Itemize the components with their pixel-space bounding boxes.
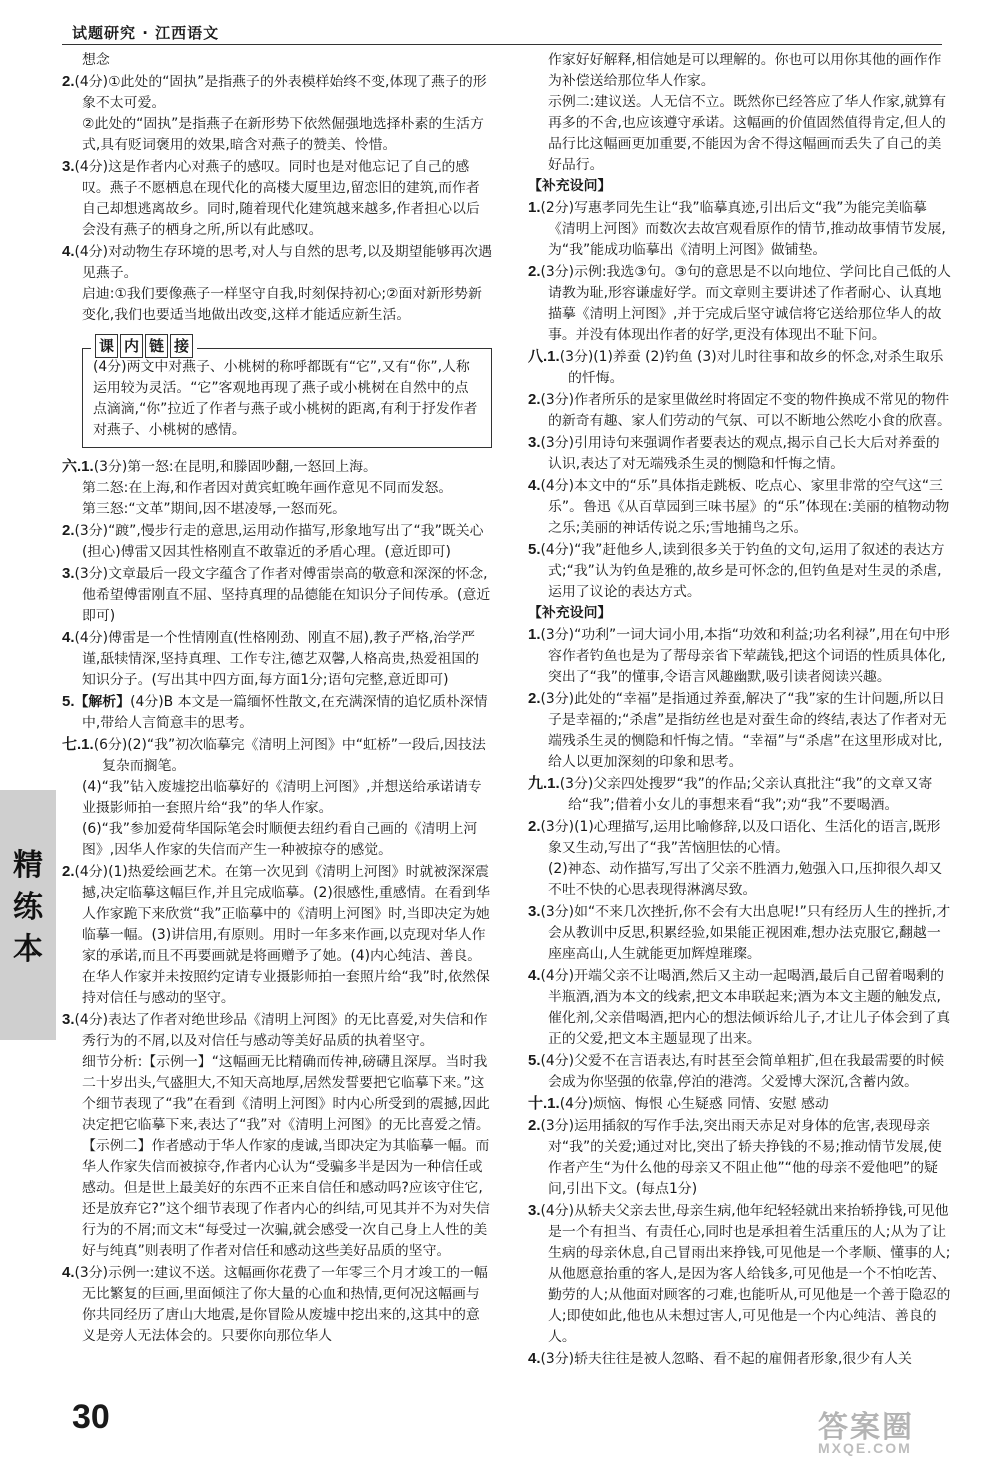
question-number: 4.: [62, 243, 75, 260]
question-number: 5.: [62, 693, 75, 710]
answer-text: (3分)示例一:建议不送。这幅画你花费了一年零三个月才竣工的一幅无比繁复的巨画,里面倾注了你大量的心血和热情,更何况这幅画与你共同经历了唐山大地震,是你冒险从废墟中挖出来的,这其中的意义是旁人无法体会的。只要你向那位华人: [74, 1265, 488, 1344]
answer-line: [62, 819, 492, 861]
answer-text: (4分)对动物生存环境的思考,对人与自然的思考,以及期望能够再次遇见燕子。: [74, 244, 492, 281]
answer-line: [528, 688, 952, 773]
answer-text: (3分)此处的“幸福”是指通过养蚕,解决了“我”家的生计问题,所以日子是幸福的;“杀虐”是指纺丝也是对蚕生命的终结,表达了作者对无端残杀生灵的恻隐和忏悔之情。“幸福”与“杀虐”在这里形成对比,给人以更加深刻的印象和思考。: [540, 691, 947, 770]
answer-text: (3分)“踱”,慢步行走的意思,运用动作描写,形象地写出了“我”既关心(担心)傅雷又因其性格刚直不敢靠近的矛盾心理。(意近即可): [74, 523, 484, 560]
answer-line: [528, 176, 952, 197]
answer-line: [62, 284, 492, 326]
answer-line: [62, 71, 492, 114]
answer-text: (4)“我”钻入废墟挖出临摹好的《清明上河图》,并想送给承诺请专业摄影师拍一套照片给“我”的华人作家。: [82, 779, 482, 816]
watermark-logo: [818, 1402, 988, 1454]
answer-text: (3分)作者所乐的是家里做丝时将固定不变的物件换成不常见的物件的新奇有趣、家人们劳动的气氛、可以不断地公然吃小食的欣喜。: [540, 392, 951, 429]
question-number: 1.: [528, 626, 541, 643]
question-number: 3.: [62, 1011, 75, 1028]
box-title-char: 课: [95, 334, 118, 358]
question-number: 4.: [528, 967, 541, 984]
question-number: 4.: [528, 1350, 541, 1367]
question-number: 3.: [62, 158, 75, 175]
answer-line: [62, 114, 492, 156]
answer-text: 【示例二】作者感动于华人作家的虔诚,当即决定为其临摹一幅。而华人作家失信而被掠夺,作者内心认为“受骗多半是因为一种信任或感动。但是世上最美好的东西不正来自信任和感动吗?应该守住它,还是放弃它?”这个细节表现了作者内心的纠结,可见其并不为对失信行为的不屑;而文末“每受过一次骗,就会感受一次自己身上人性的美好与纯真”则表明了作者对信任和感动这些美好品质的坚守。: [82, 1138, 490, 1259]
watermark-bottom: MXQE.COM: [818, 1440, 912, 1456]
watermark-top: 答案圈: [818, 1411, 914, 1444]
answer-text: (6)“我”参加爱荷华国际笔会时顺便去纽约看自己画的《清明上河图》,因华人作家的失信而产生一种被掠夺的感觉。: [82, 821, 478, 858]
answer-line: [528, 389, 952, 432]
question-number: 3.: [528, 1202, 541, 1219]
question-number: 4.: [62, 1264, 75, 1281]
left-column: [62, 50, 492, 1347]
answer-line: [62, 241, 492, 284]
answer-line: [528, 624, 952, 688]
question-number: 4.: [62, 629, 75, 646]
answer-text: (3分)第一怒:在昆明,和滕固吵翻,一怒回上海。: [93, 459, 377, 475]
question-number: 5.: [528, 541, 541, 558]
answer-text: (4分)傅雷是一个性情刚直(性格刚劲、刚直不屈),教子严格,治学严谨,舐犊情深,坚持真理、工作专注,德艺双馨,人格高贵,热爱祖国的知识分子。(写出其中四方面,每方面1分;语句完整,意近即可): [74, 630, 480, 688]
answer-text: (4分)本文中的“乐”具体指走跳板、吃点心、家里非常的空气这“三乐”。鲁迅《从百草园到三味书屋》的“乐”体现在:美丽的植物动物之乐;美丽的神话传说之乐;雪地捕鸟之乐。: [540, 478, 950, 536]
answer-text: (4分)这是作者内心对燕子的感叹。同时也是对他忘记了自己的感叹。燕子不愿栖息在现代化的高楼大厦里边,留恋旧的建筑,而作者自己却想逃离故乡。同时,随着现代化建筑越来越多,作者担心以后会没有燕子的栖身之所,所以有此感叹。: [74, 159, 480, 238]
question-number: 5.: [528, 1052, 541, 1069]
question-number: 3.: [528, 903, 541, 920]
answer-line: [62, 1262, 492, 1347]
answer-line: [528, 859, 952, 901]
answer-line: [528, 1115, 952, 1200]
answer-text: ②此处的“固执”是指燕子在新形势下依然倔强地选择朴素的生活方式,具有贬词褒用的效果,暗含对燕子的赞美、怜惜。: [82, 116, 484, 153]
answer-line: [528, 773, 952, 816]
answer-text: 想念: [82, 52, 110, 68]
box-title-char: 链: [145, 334, 168, 358]
answer-text: (4分)烦恼、悔恨 心生疑惑 同情、安慰 感动: [559, 1096, 829, 1112]
in-class-link-text: (4分)两文中对燕子、小桃树的称呼都既有“它”,又有“你”,人称运用较为灵活。“它”客观地再现了燕子或小桃树在自然中的点点滴滴,“你”拉近了作者与燕子或小桃树的距离,有利于抒发作者对燕子、小桃树的感情。: [93, 359, 478, 438]
question-number: 2.: [62, 522, 75, 539]
answer-text: (4分)表达了作者对绝世珍品《清明上河图》的无比喜爱,对失信和作秀行为的不屑,以及对信任与感动等美好品质的执着坚守。: [74, 1012, 488, 1049]
answer-line: [62, 563, 492, 627]
question-number: 3.: [62, 565, 75, 582]
answer-text: 作家好好解释,相信她是可以理解的。你也可以用你其他的画作作为补偿送给那位华人作家。: [548, 52, 942, 89]
answer-line: [62, 1136, 492, 1262]
answer-line: [528, 346, 952, 389]
question-number: 八.1.: [528, 348, 560, 365]
answer-text: (3分)如“不来几次挫折,你不会有大出息呢!”只有经历人生的挫折,才会从教训中反思,积累经验,如果能正视困难,想办法克服它,翻越一座座高山,人生就能更加辉煌璀璨。: [540, 904, 951, 962]
answer-line: [62, 777, 492, 819]
answer-line: [62, 1052, 492, 1136]
answer-text: (3分)(1)养蚕 (2)钓鱼 (3)对儿时往事和故乡的怀念,对杀生取乐的忏悔。: [559, 349, 944, 386]
right-column: [528, 50, 952, 1370]
answer-line: [528, 475, 952, 539]
question-number: 2.: [62, 863, 75, 880]
answer-text: (3分)引用诗句来强调作者要表达的观点,揭示自己长大后对养蚕的认识,表达了对无端残杀生灵的恻隐和忏悔之情。: [540, 435, 940, 472]
answer-line: [62, 691, 492, 734]
answer-line: [528, 197, 952, 261]
question-number: 2.: [62, 73, 75, 90]
box-title-char: 内: [120, 334, 143, 358]
answer-text: (6分)(2)“我”初次临摹完《清明上河图》中“虹桥”一段后,因技法复杂而搁笔。: [93, 737, 486, 774]
question-number: 2.: [528, 391, 541, 408]
answer-text: (3分)文章最后一段文字蕴含了作者对傅雷崇高的敬意和深深的怀念,他希望傅雷刚直不屈、坚持真理的品德能在知识分子间传承。(意近即可): [74, 566, 491, 624]
answer-line: [528, 965, 952, 1050]
answer-line: [528, 816, 952, 859]
question-number: 1.: [528, 199, 541, 216]
answer-text: (3分)轿夫往往是被人忽略、看不起的雇佣者形象,很少有人关: [540, 1351, 912, 1367]
answer-line: [528, 261, 952, 346]
answer-line: [528, 50, 952, 92]
answer-text: (3分)“功利”一词大词小用,本指“功效和利益;功名利禄”,用在句中形容作者钓鱼也是为了帮母亲省下荤蔬钱,把这个词语的性质具体化,突出了“我”的懂事,令语言风趣幽默,吸引读者阅读兴趣。: [540, 627, 950, 685]
answer-text: (4分)“我”赶他乡人,读到很多关于钓鱼的文句,运用了叙述的表达方式;“我”认为钓鱼是雅的,故乡是可怀念的,但钓鱼是对生灵的杀虐,运用了议论的表达方式。: [540, 542, 945, 600]
answer-text: (4分)①此处的“固执”是指燕子的外表模样始终不变,体现了燕子的形象不太可爱。: [74, 74, 487, 111]
in-class-link-title: [91, 334, 197, 358]
question-number: 2.: [528, 818, 541, 835]
answer-text: (3分)示例:我选③句。③句的意思是不以向地位、学问比自己低的人请教为耻,形容谦虚好学。而文章则主要讲述了作者耐心、认真地描摹《清明上河图》,并于完成后坚守诚信将它送给那位华人的故事。并没有体现出作者的好学,更没有体现出不耻下问。: [540, 264, 951, 343]
answer-text: (3分)运用插叙的写作手法,突出雨天赤足对身体的危害,表现母亲对“我”的关爱;通过对比,突出了轿夫挣钱的不易;推动情节发展,使作者产生“为什么他的母亲又不阻止他”“他的母亲不爱他吧”的疑问,引出下文。(每点1分): [540, 1118, 942, 1197]
left-answers-part1: [62, 50, 492, 326]
question-number: 六.1.: [62, 458, 94, 475]
page-number: 30: [72, 1398, 110, 1436]
question-number: 2.: [528, 690, 541, 707]
answer-text: 第三怒:“文革”期间,因不堪凌辱,一怒而死。: [82, 501, 347, 517]
answer-text: (4分)B 本文是一篇缅怀性散文,在充满深情的追忆质朴深情中,带给人言简意丰的思考。: [82, 694, 488, 731]
answer-line: [528, 432, 952, 475]
answer-text: (3分)父亲四处搜罗“我”的作品;父亲认真批注“我”的文章又寄给“我”;借着小女儿的事想来看“我”;劝“我”不要喝酒。: [559, 776, 933, 813]
answer-line: [528, 539, 952, 603]
answer-text: (2分)写惠孝同先生让“我”临摹真迹,引出后文“我”为能完美临摹《清明上河图》而数次去故宫观看原作的情节,推动故事情节发展,为“我”能成功临摹出《清明上河图》做铺垫。: [540, 200, 946, 258]
answer-text: (4分)父爱不在言语表达,有时甚至会简单粗扩,但在我最需要的时候会成为你坚强的依靠,停泊的港湾。父爱博大深沉,含蓄内敛。: [540, 1053, 945, 1090]
sidebar-label: 精练本: [13, 848, 43, 967]
question-number: 2.: [528, 1117, 541, 1134]
header-rule: [62, 44, 942, 45]
section-tag: 【补充设问】: [528, 178, 612, 194]
answer-text: (3分)(1)心理描写,运用比喻修辞,以及口语化、生活化的语言,既形象又生动,写出了“我”苦恼胆怯的心情。: [540, 819, 941, 856]
answer-text: 启迪:①我们要像燕子一样坚守自我,时刻保持初心;②面对新形势新变化,我们也要适当地做出改变,这样才能适应新生活。: [82, 286, 482, 323]
answer-line: [62, 156, 492, 241]
question-number: 3.: [528, 434, 541, 451]
question-number: 2.: [528, 263, 541, 280]
answer-text: 第二怒:在上海,和作者因对黄宾虹晚年画作意见不同而发怒。: [82, 480, 453, 496]
section-tag: 【补充设问】: [528, 605, 612, 621]
answer-text: (4分)开端父亲不让喝酒,然后又主动一起喝酒,最后自己留着喝剩的半瓶酒,酒为本文的线索,把文本串联起来;酒为本文主题的触发点,催化剂,父亲借喝酒,把内心的想法倾诉给儿子,才让儿子体会到了真正的父爱,把文本主题显现了出来。: [540, 968, 951, 1047]
answer-line: [62, 520, 492, 563]
answer-line: [528, 1348, 952, 1370]
answer-line: [62, 627, 492, 691]
answer-line: [62, 50, 492, 71]
answer-line: [62, 1009, 492, 1052]
answer-line: [62, 478, 492, 499]
answer-text: 示例二:建议送。人无信不立。既然你已经答应了华人作家,就算有再多的不舍,也应该遵守承诺。这幅画的价值固然值得肯定,但人的品行比这幅画更加重要,不能因为舍不得这幅画而丢失了自己的美好品行。: [548, 94, 947, 173]
box-title-char: 接: [170, 334, 193, 358]
answer-line: [62, 456, 492, 478]
in-class-link-box: [82, 337, 492, 448]
right-answers: [528, 50, 952, 1370]
answer-text: (4分)(1)热爱绘画艺术。在第一次见到《清明上河图》时就被深深震撼,决定临摹这幅巨作,并且完成临摹。(2)很感性,重感情。在看到华人作家跪下来欣赏“我”正临摹中的《清明上河图》时,当即决定为她临摹一幅。(3)讲信用,有原则。用时一年多来作画,以克现对华人作家的承诺,而且不再要画就是将画赠予了她。(4)内心纯洁、善良。在华人作家并未按照约定请专业摄影师拍一套照片给“我”时,依然保持对信任与感动的坚守。: [74, 864, 490, 1006]
answer-line: [62, 499, 492, 520]
answer-line: [62, 861, 492, 1009]
question-number: 九.1.: [528, 775, 560, 792]
answer-line: [528, 1093, 952, 1115]
answer-line: [528, 1200, 952, 1348]
running-header: 试题研究 · 江西语文: [72, 24, 220, 42]
question-number: 4.: [528, 477, 541, 494]
question-number: 十.1.: [528, 1095, 560, 1112]
answer-text: (2)神态、动作描写,写出了父亲不胜酒力,勉强入口,压抑很久却又不吐不快的心思表现得淋漓尽致。: [548, 861, 943, 898]
answer-line: [528, 1050, 952, 1093]
answer-text: (4分)从轿夫父亲去世,母亲生病,他年纪轻轻就出来抬轿挣钱,可见他是一个有担当、有责任心,同时也是承担着生活重压的人;从为了让生病的母亲休息,自己冒雨出来挣钱,可见他是一个孝顺、懂事的人;从他愿意抬重的客人,是因为客人给钱多,可见他是一个不怕吃苦、勤劳的人;从他面对顾客的刁难,也能听从,可见他是一个善于隐忍的人;即使如此,他也从未想过害人,可见他是一个内心纯洁、善良的人。: [540, 1203, 951, 1345]
left-answers-part2: [62, 456, 492, 1347]
section-tag: 【解析】: [74, 694, 131, 710]
answer-line: [528, 92, 952, 176]
answer-line: [528, 603, 952, 624]
answer-line: [528, 901, 952, 965]
question-number: 七.1.: [62, 736, 94, 753]
answer-line: [62, 734, 492, 777]
answer-text: 细节分析:【示例一】“这幅画无比精确而传神,磅礴且深厚。当时我二十岁出头,气盛胆大,不知天高地厚,居然发誓要把它临摹下来。”这个细节表现了“我”在看到《清明上河图》时内心所受到的震撼,因此决定把它临摹下来,表达了“我”对《清明上河图》的无比喜爱之情。: [82, 1054, 490, 1133]
